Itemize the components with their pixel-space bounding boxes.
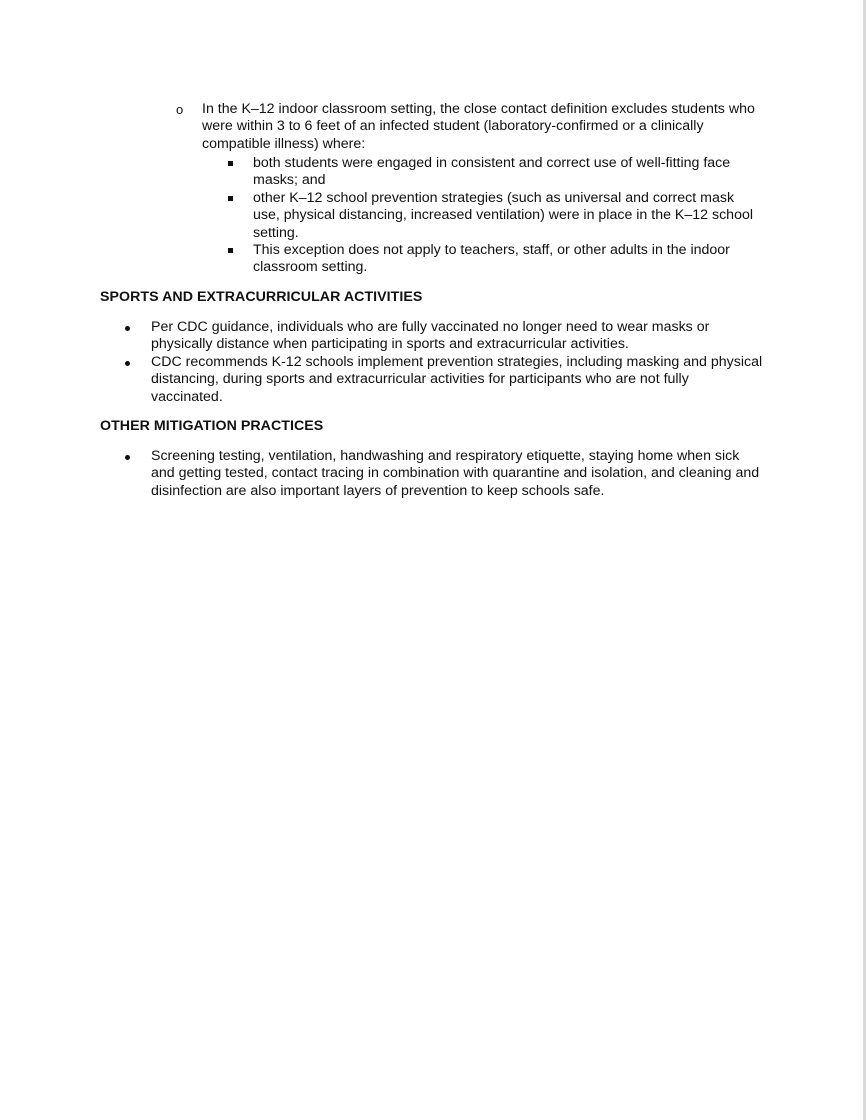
list-item — [228, 242, 758, 277]
list-item — [228, 190, 758, 242]
list-item — [228, 155, 758, 190]
list-item-text: other K–12 school prevention strategies (such as universal and correct mask use, physical distancing, increased ventilation) were in place in the K–12 school setting. — [253, 189, 754, 241]
square-bullet-icon — [228, 161, 233, 166]
bullet-icon — [125, 455, 130, 460]
list-item-text: both students were engaged in consistent and correct use of well-fitting face masks; and — [253, 155, 731, 189]
list-item-text: CDC recommends K-12 schools implement prevention strategies, including masking and physical distancing, during sports and extracurricular activities for participants who are not fully vaccinated. — [151, 353, 763, 405]
list-item-text: Screening testing, ventilation, handwashing and respiratory etiquette, staying home when sick and getting tested, contact tracing in combination with quarantine and isolation, and cleaning and disinfection are also important layers of prevention to keep schools safe. — [151, 448, 760, 499]
square-bullet-list — [228, 155, 758, 277]
list-item — [124, 319, 764, 354]
section-heading-sports: SPORTS AND EXTRACURRICULAR ACTIVITIES — [100, 289, 423, 305]
bullet-list-sports — [124, 319, 764, 406]
list-item — [124, 354, 764, 406]
square-bullet-icon — [228, 196, 233, 201]
bullet-icon — [125, 326, 130, 331]
sub-bullet-text: In the K–12 indoor classroom setting, the close contact definition excludes students who were within 3 to 6 feet of an infected student (laboratory-confirmed or a clinically compatible illness) where: — [202, 101, 755, 152]
section-heading-mitigation: OTHER MITIGATION PRACTICES — [100, 418, 324, 434]
list-item-text: This exception does not apply to teachers, staff, or other adults in the indoor classroom setting. — [253, 242, 730, 276]
bullet-list-mitigation — [124, 448, 764, 500]
list-item-text: Per CDC guidance, individuals who are fully vaccinated no longer need to wear masks or physically distance when participating in sports and extracurricular activities. — [151, 319, 710, 353]
hollow-circle-bullet-icon: o — [176, 102, 184, 117]
bullet-icon — [125, 361, 130, 366]
list-item — [124, 448, 764, 500]
square-bullet-icon — [228, 248, 233, 253]
